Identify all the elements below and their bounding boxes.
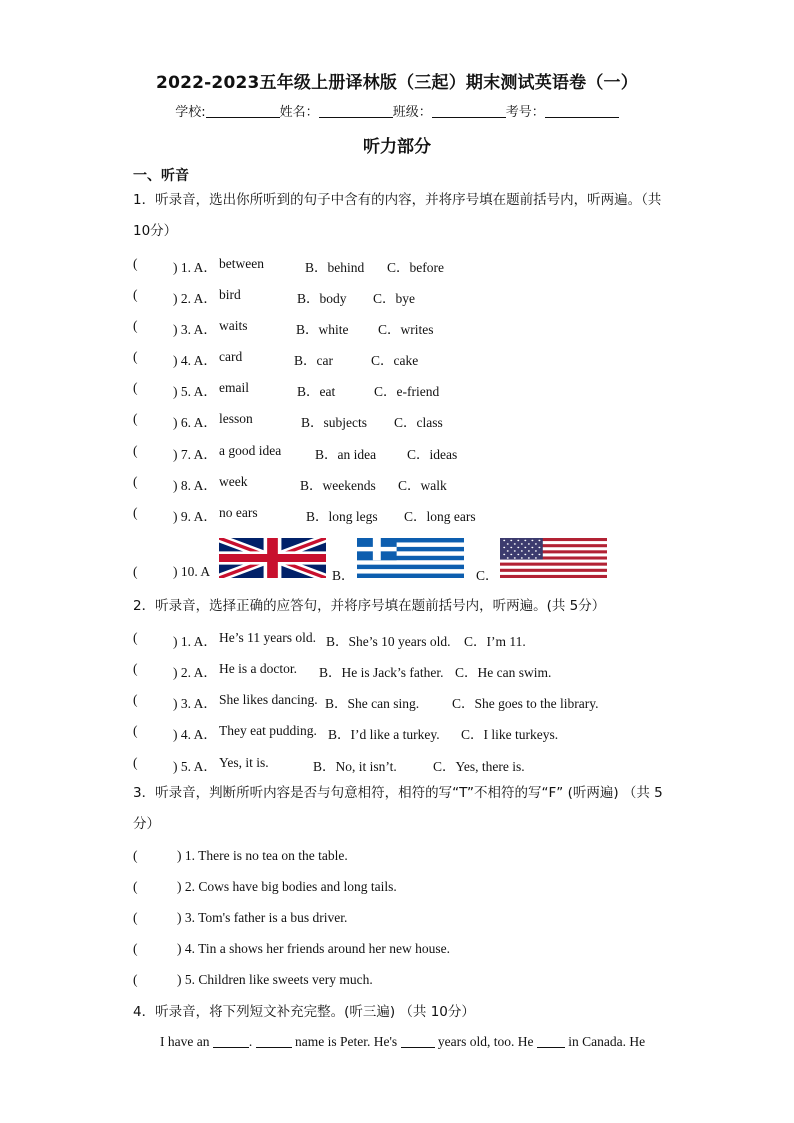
- option-a: He is a doctor.: [219, 661, 297, 676]
- name-blank[interactable]: [319, 105, 393, 118]
- option-a: waits: [219, 318, 248, 333]
- item-number: ) 4. A．: [173, 353, 217, 368]
- greece-flag-icon[interactable]: [357, 538, 464, 578]
- option-c: C．ideas: [407, 447, 458, 462]
- answer-paren[interactable]: (: [133, 564, 138, 579]
- student-info-line: [0, 101, 794, 120]
- option-a: They eat pudding.: [219, 723, 317, 738]
- item-number: ) 2. A．: [173, 291, 217, 306]
- number-label: 考号：: [505, 105, 545, 120]
- option-c: C．I’m 11.: [464, 634, 526, 649]
- passage-blank-3[interactable]: [401, 1035, 435, 1048]
- option-b: B．car: [294, 353, 333, 368]
- option-c: C．Yes, there is.: [433, 759, 525, 774]
- answer-paren[interactable]: (: [133, 848, 138, 863]
- option-c: C．e-friend: [374, 384, 440, 399]
- passage-blank-4[interactable]: [537, 1035, 565, 1048]
- exam-title: 2022-2023五年级上册译林版（三起）期末测试英语卷（一）: [156, 73, 638, 93]
- answer-paren[interactable]: (: [133, 630, 138, 645]
- passage-text: years old, too. He: [437, 1034, 534, 1049]
- answer-paren[interactable]: (: [133, 349, 138, 364]
- option-a: between: [219, 256, 264, 271]
- statement: ) 1. There is no tea on the table.: [177, 848, 348, 863]
- answer-paren[interactable]: (: [133, 879, 138, 894]
- option-b: B．body: [297, 291, 347, 306]
- name-label: 姓名：: [279, 105, 319, 120]
- option-c: C．bye: [373, 291, 415, 306]
- passage-text: name is Peter. He's: [294, 1034, 398, 1049]
- option-a: a good idea: [219, 443, 282, 458]
- option-a: She likes dancing.: [219, 692, 318, 707]
- option-c: C．class: [394, 415, 443, 430]
- q4-passage: [160, 1034, 645, 1050]
- option-c: C．walk: [398, 478, 447, 493]
- item-number: ) 4. A．: [173, 727, 217, 742]
- option-c: C．She goes to the library.: [452, 696, 599, 711]
- option-a: lesson: [219, 411, 253, 426]
- option-a: bird: [219, 287, 241, 302]
- passage-text: .: [248, 1034, 253, 1049]
- part-title: 一、听音: [133, 168, 189, 184]
- item-number: ) 5. A．: [173, 384, 217, 399]
- option-c: C．long ears: [404, 509, 476, 524]
- answer-paren[interactable]: (: [133, 972, 138, 987]
- q1-instruction: 1．听录音，选出你所听到的句子中含有的内容，并将序号填在题前括号内，听两遍。（共 10分）: [133, 192, 662, 239]
- q1-item-10-b: B．: [332, 568, 355, 583]
- option-c: C．cake: [371, 353, 419, 368]
- passage-text: I have an: [160, 1034, 210, 1049]
- option-a: Yes, it is.: [219, 755, 269, 770]
- statement: ) 5. Children like sweets very much.: [177, 972, 373, 987]
- q1-item-10-c: C．: [476, 568, 499, 583]
- option-a: He’s 11 years old.: [219, 630, 316, 645]
- option-a: card: [219, 349, 243, 364]
- item-number: ) 10. A: [173, 564, 211, 579]
- q3-instruction: 3．听录音，判断所听内容是否与句意相符，相符的写“T”不相符的写“F” (听两遍) （共 5分）: [133, 785, 663, 832]
- item-number: ) 8. A．: [173, 478, 217, 493]
- passage-text: in Canada. He: [568, 1034, 646, 1049]
- item-number: ) 9. A．: [173, 509, 217, 524]
- number-blank[interactable]: [545, 105, 619, 118]
- answer-paren[interactable]: (: [133, 287, 138, 302]
- q2-instruction: 2．听录音，选择正确的应答句，并将序号填在题前括号内，听两遍。(共 5分）: [133, 598, 606, 614]
- answer-paren[interactable]: (: [133, 318, 138, 333]
- answer-paren[interactable]: (: [133, 443, 138, 458]
- passage-blank-1[interactable]: [213, 1035, 249, 1048]
- uk-flag-icon[interactable]: [219, 538, 326, 578]
- class-blank[interactable]: [432, 105, 506, 118]
- usa-flag-icon[interactable]: [500, 538, 607, 578]
- option-c: C．He can swim.: [455, 665, 552, 680]
- item-number: ) 1. A．: [173, 260, 217, 275]
- option-a: week: [219, 474, 248, 489]
- answer-paren[interactable]: (: [133, 755, 138, 770]
- option-b: B．white: [296, 322, 349, 337]
- answer-paren[interactable]: (: [133, 380, 138, 395]
- option-a: email: [219, 380, 249, 395]
- option-a: no ears: [219, 505, 258, 520]
- q4-instruction: 4．听录音，将下列短文补充完整。(听三遍) （共 10分）: [133, 1004, 475, 1020]
- item-number: ) 3. A．: [173, 322, 217, 337]
- answer-paren[interactable]: (: [133, 661, 138, 676]
- option-b: B．He is Jack’s father.: [319, 665, 444, 680]
- item-number: ) 3. A．: [173, 696, 217, 711]
- option-b: B．She can sing.: [325, 696, 420, 711]
- option-b: B．eat: [297, 384, 336, 399]
- answer-paren[interactable]: (: [133, 941, 138, 956]
- option-b: B．weekends: [300, 478, 376, 493]
- option-b: B．long legs: [306, 509, 378, 524]
- school-blank[interactable]: [206, 105, 280, 118]
- option-b: B．subjects: [301, 415, 367, 430]
- statement: ) 3. Tom's father is a bus driver.: [177, 910, 348, 925]
- item-number: ) 7. A．: [173, 447, 217, 462]
- item-number: ) 6. A．: [173, 415, 217, 430]
- answer-paren[interactable]: (: [133, 692, 138, 707]
- section-title: 听力部分: [363, 137, 431, 157]
- answer-paren[interactable]: (: [133, 723, 138, 738]
- answer-paren[interactable]: (: [133, 505, 138, 520]
- option-c: C．I like turkeys.: [461, 727, 559, 742]
- item-number: ) 2. A．: [173, 665, 217, 680]
- statement: ) 4. Tin a shows her friends around her new house.: [177, 941, 450, 956]
- option-b: B．She’s 10 years old.: [326, 634, 451, 649]
- option-c: C．writes: [378, 322, 434, 337]
- option-b: B．behind: [305, 260, 365, 275]
- answer-paren[interactable]: (: [133, 256, 138, 271]
- passage-blank-2[interactable]: [256, 1035, 292, 1048]
- option-b: B．No, it isn’t.: [313, 759, 397, 774]
- school-label: 学校:: [175, 105, 206, 120]
- class-label: 班级：: [392, 105, 432, 120]
- statement: ) 2. Cows have big bodies and long tails.: [177, 879, 397, 894]
- item-number: ) 1. A．: [173, 634, 217, 649]
- answer-paren[interactable]: (: [133, 411, 138, 426]
- answer-paren[interactable]: (: [133, 910, 138, 925]
- option-c: C．before: [387, 260, 444, 275]
- answer-paren[interactable]: (: [133, 474, 138, 489]
- option-b: B．an idea: [315, 447, 377, 462]
- item-number: ) 5. A．: [173, 759, 217, 774]
- option-b: B．I’d like a turkey.: [328, 727, 440, 742]
